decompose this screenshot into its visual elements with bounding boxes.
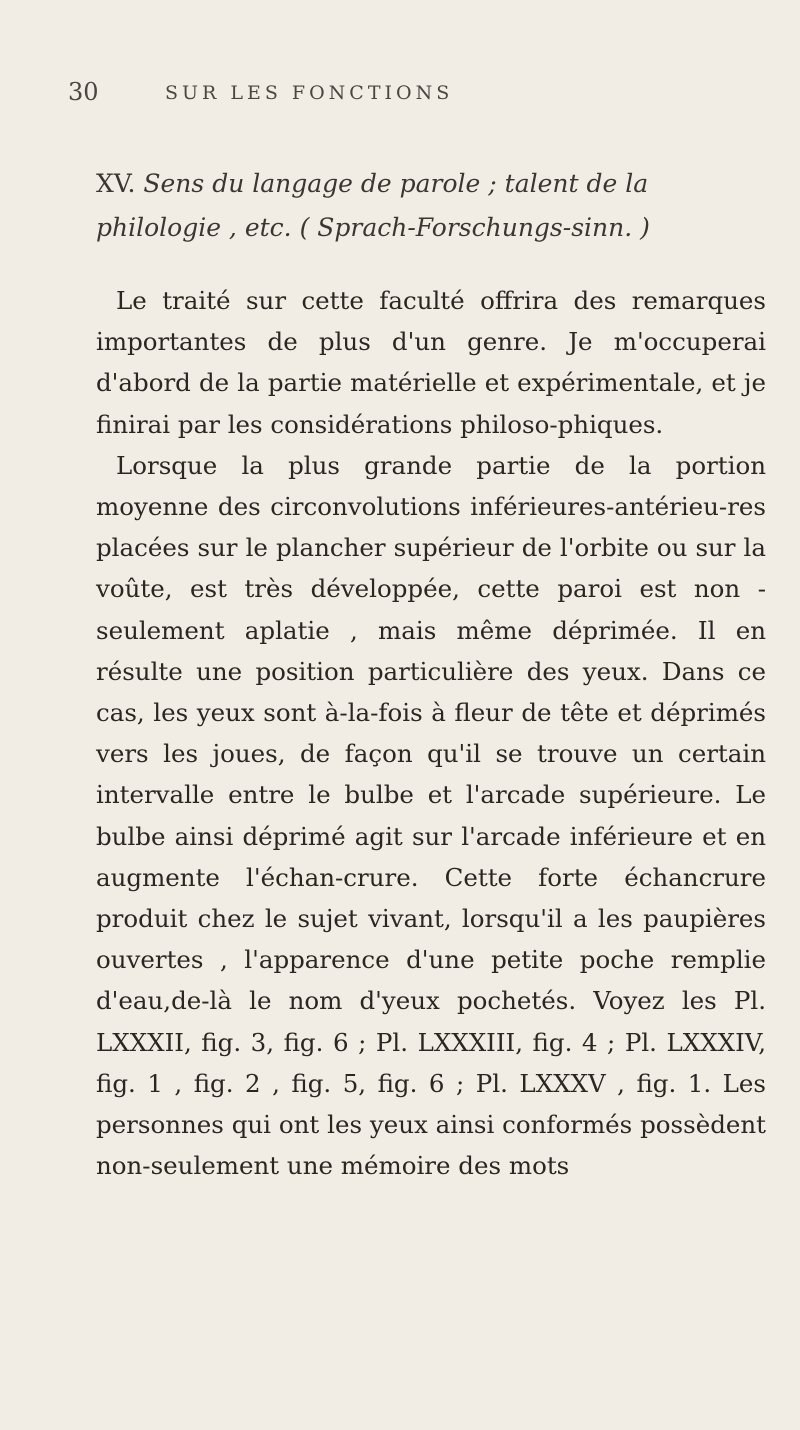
section-heading [96, 162, 766, 250]
paragraph-1: Le traité sur cette faculté offrira des remarques importantes de plus d'un genre. Je m'occuperai d'abord de la partie matérielle et expérimentale, et je finirai par les considérations philoso-phiques. [96, 286, 766, 439]
page-number: 30 [68, 78, 99, 106]
paragraph-2: Lorsque la plus grande partie de la portion moyenne des circonvolutions inférieures-antérieu-res placées sur le plancher supérieur de l'orbite ou sur la voûte, est très développée, cette paroi est non - seulement aplatie , mais même déprimée. Il en résulte une position particulière des yeux. Dans ce cas, les yeux sont à-la-fois à fleur de tête et déprimés vers les joues, de façon qu'il se trouve un certain intervalle entre le bulbe et l'arcade supérieure. Le bulbe ainsi déprimé agit sur l'arcade inférieure et en augmente l'échan-crure. Cette forte échancrure produit chez le sujet vivant, lorsqu'il a les paupières ouvertes , l'apparence d'une petite poche remplie d'eau,de-là le nom d'yeux pochetés. Voyez les Pl. LXXXII, fig. 3, fig. 6 ; Pl. LXXXIII, fig. 4 ; Pl. LXXXIV, fig. 1 , fig. 2 , fig. 5, fig. 6 ; Pl. LXXXV , fig. 1. Les personnes qui ont les yeux ainsi conformés possèdent non-seulement une mémoire des mots [96, 450, 766, 1181]
text-block [96, 162, 766, 1186]
running-title: SUR LES FONCTIONS [165, 82, 454, 104]
section-title: Sens du langage de parole ; talent de la philologie , etc. ( Sprach-Forschungs-sinn. ) [96, 169, 650, 242]
section-number: XV. [96, 169, 136, 198]
